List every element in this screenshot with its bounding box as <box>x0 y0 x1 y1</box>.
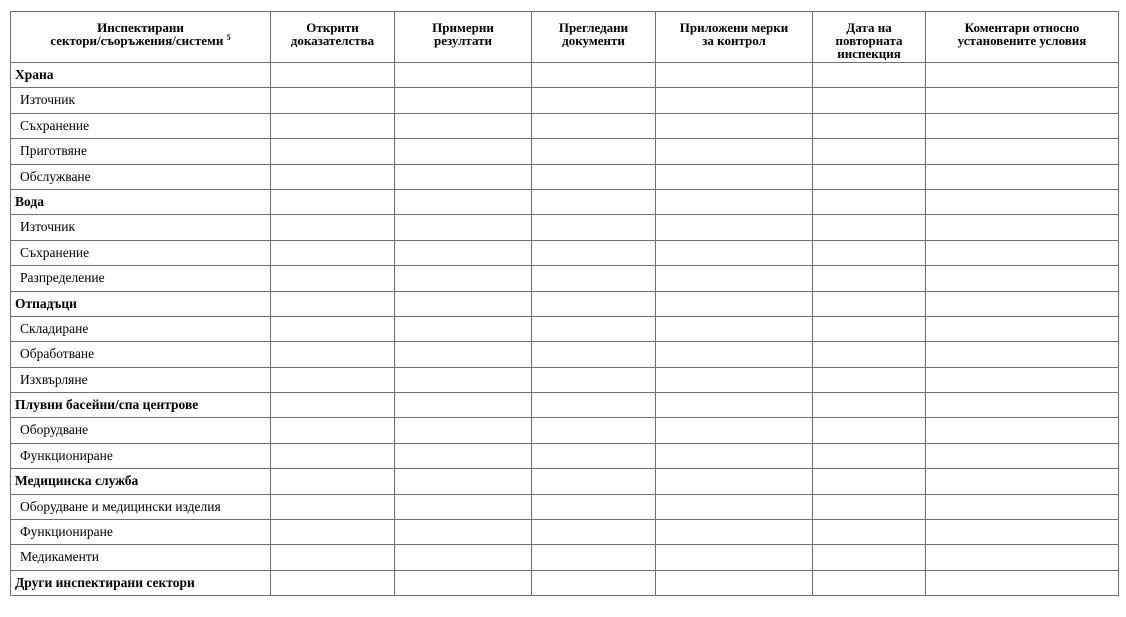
empty-cell[interactable] <box>656 240 813 265</box>
empty-cell[interactable] <box>656 88 813 113</box>
section-row <box>11 570 1119 595</box>
table-row <box>11 316 1119 341</box>
header-documents-reviewed <box>532 12 656 63</box>
empty-cell[interactable] <box>813 570 926 595</box>
row-label: Оборудване и медицински изделия <box>11 494 271 519</box>
empty-cell[interactable] <box>271 316 395 341</box>
section-label: Медицинска служба <box>11 469 271 494</box>
empty-cell[interactable] <box>813 291 926 316</box>
empty-cell[interactable] <box>813 342 926 367</box>
empty-cell[interactable] <box>532 520 656 545</box>
empty-cell[interactable] <box>656 139 813 164</box>
row-label: Разпределение <box>11 266 271 291</box>
empty-cell[interactable] <box>813 418 926 443</box>
table-row <box>11 240 1119 265</box>
table-row <box>11 215 1119 240</box>
inspection-table <box>10 11 1119 596</box>
empty-cell[interactable] <box>395 342 532 367</box>
empty-cell[interactable] <box>656 215 813 240</box>
section-label: Други инспектирани сектори <box>11 570 271 595</box>
row-label: Съхранение <box>11 113 271 138</box>
table-row <box>11 139 1119 164</box>
header-line: резултати <box>433 33 492 48</box>
header-line: Дата на <box>846 20 892 35</box>
empty-cell[interactable] <box>813 443 926 468</box>
table-row <box>11 367 1119 392</box>
header-line: Примерни <box>432 20 494 35</box>
empty-cell[interactable] <box>271 266 395 291</box>
section-label: Вода <box>11 189 271 214</box>
empty-cell[interactable] <box>656 469 813 494</box>
section-label: Храна <box>11 63 271 88</box>
empty-cell[interactable] <box>813 520 926 545</box>
empty-cell[interactable] <box>271 164 395 189</box>
empty-cell[interactable] <box>926 113 1119 138</box>
table-row <box>11 266 1119 291</box>
empty-cell[interactable] <box>271 215 395 240</box>
header-line: установените условия <box>957 33 1087 48</box>
empty-cell[interactable] <box>395 393 532 418</box>
empty-cell[interactable] <box>532 291 656 316</box>
empty-cell[interactable] <box>656 189 813 214</box>
empty-cell[interactable] <box>813 164 926 189</box>
empty-cell[interactable] <box>926 545 1119 570</box>
empty-cell[interactable] <box>926 189 1119 214</box>
empty-cell[interactable] <box>532 367 656 392</box>
empty-cell[interactable] <box>532 393 656 418</box>
empty-cell[interactable] <box>395 113 532 138</box>
empty-cell[interactable] <box>813 189 926 214</box>
empty-cell[interactable] <box>656 545 813 570</box>
empty-cell[interactable] <box>271 520 395 545</box>
header-line: Инспектирани <box>97 20 184 35</box>
empty-cell[interactable] <box>395 215 532 240</box>
empty-cell[interactable] <box>813 215 926 240</box>
empty-cell[interactable] <box>271 443 395 468</box>
empty-cell[interactable] <box>532 215 656 240</box>
header-line: Прегледани <box>558 20 629 35</box>
empty-cell[interactable] <box>532 545 656 570</box>
empty-cell[interactable] <box>926 266 1119 291</box>
empty-cell[interactable] <box>532 63 656 88</box>
table-row <box>11 418 1119 443</box>
table-body <box>11 63 1119 596</box>
empty-cell[interactable] <box>532 570 656 595</box>
empty-cell[interactable] <box>926 367 1119 392</box>
empty-cell[interactable] <box>926 418 1119 443</box>
empty-cell[interactable] <box>926 520 1119 545</box>
row-label: Обслужване <box>11 164 271 189</box>
empty-cell[interactable] <box>926 215 1119 240</box>
empty-cell[interactable] <box>271 469 395 494</box>
empty-cell[interactable] <box>813 469 926 494</box>
empty-cell[interactable] <box>271 139 395 164</box>
empty-cell[interactable] <box>926 494 1119 519</box>
empty-cell[interactable] <box>532 113 656 138</box>
empty-cell[interactable] <box>926 342 1119 367</box>
empty-cell[interactable] <box>532 418 656 443</box>
empty-cell[interactable] <box>395 240 532 265</box>
empty-cell[interactable] <box>271 367 395 392</box>
empty-cell[interactable] <box>813 240 926 265</box>
empty-cell[interactable] <box>395 316 532 341</box>
empty-cell[interactable] <box>656 443 813 468</box>
row-label: Изхвърляне <box>11 367 271 392</box>
row-label: Функциониране <box>11 443 271 468</box>
empty-cell[interactable] <box>532 240 656 265</box>
table-row <box>11 545 1119 570</box>
row-label: Съхранение <box>11 240 271 265</box>
empty-cell[interactable] <box>926 164 1119 189</box>
empty-cell[interactable] <box>395 189 532 214</box>
empty-cell[interactable] <box>813 367 926 392</box>
section-row <box>11 469 1119 494</box>
empty-cell[interactable] <box>395 139 532 164</box>
empty-cell[interactable] <box>271 418 395 443</box>
empty-cell[interactable] <box>926 443 1119 468</box>
row-label: Оборудване <box>11 418 271 443</box>
empty-cell[interactable] <box>656 164 813 189</box>
empty-cell[interactable] <box>656 570 813 595</box>
empty-cell[interactable] <box>271 291 395 316</box>
empty-cell[interactable] <box>395 494 532 519</box>
empty-cell[interactable] <box>271 342 395 367</box>
empty-cell[interactable] <box>532 316 656 341</box>
empty-cell[interactable] <box>395 88 532 113</box>
empty-cell[interactable] <box>532 443 656 468</box>
empty-cell[interactable] <box>926 240 1119 265</box>
section-label: Отпадъци <box>11 291 271 316</box>
empty-cell[interactable] <box>813 63 926 88</box>
empty-cell[interactable] <box>656 63 813 88</box>
empty-cell[interactable] <box>813 393 926 418</box>
empty-cell[interactable] <box>656 520 813 545</box>
empty-cell[interactable] <box>271 113 395 138</box>
header-control-measures <box>656 12 813 63</box>
row-label: Обработване <box>11 342 271 367</box>
empty-cell[interactable] <box>532 189 656 214</box>
header-comments <box>926 12 1119 63</box>
empty-cell[interactable] <box>926 88 1119 113</box>
empty-cell[interactable] <box>395 266 532 291</box>
empty-cell[interactable] <box>271 189 395 214</box>
empty-cell[interactable] <box>532 88 656 113</box>
empty-cell[interactable] <box>271 240 395 265</box>
empty-cell[interactable] <box>395 418 532 443</box>
header-line: за контрол <box>702 33 766 48</box>
empty-cell[interactable] <box>656 113 813 138</box>
empty-cell[interactable] <box>926 291 1119 316</box>
table-row <box>11 443 1119 468</box>
empty-cell[interactable] <box>395 291 532 316</box>
section-row <box>11 393 1119 418</box>
empty-cell[interactable] <box>532 469 656 494</box>
row-label: Складиране <box>11 316 271 341</box>
section-row <box>11 63 1119 88</box>
empty-cell[interactable] <box>271 63 395 88</box>
empty-cell[interactable] <box>395 367 532 392</box>
empty-cell[interactable] <box>926 316 1119 341</box>
header-line: доказателства <box>290 33 375 48</box>
section-row <box>11 291 1119 316</box>
empty-cell[interactable] <box>656 291 813 316</box>
table-row <box>11 520 1119 545</box>
empty-cell[interactable] <box>271 494 395 519</box>
empty-cell[interactable] <box>926 63 1119 88</box>
row-label: Източник <box>11 215 271 240</box>
empty-cell[interactable] <box>395 469 532 494</box>
row-label: Приготвяне <box>11 139 271 164</box>
empty-cell[interactable] <box>395 164 532 189</box>
empty-cell[interactable] <box>395 63 532 88</box>
empty-cell[interactable] <box>395 443 532 468</box>
empty-cell[interactable] <box>926 570 1119 595</box>
empty-cell[interactable] <box>813 88 926 113</box>
header-sample-results <box>395 12 532 63</box>
empty-cell[interactable] <box>813 316 926 341</box>
header-inspected-sectors <box>11 12 271 63</box>
empty-cell[interactable] <box>813 113 926 138</box>
table-row <box>11 342 1119 367</box>
header-line: Приложени мерки <box>679 20 789 35</box>
empty-cell[interactable] <box>532 342 656 367</box>
row-label: Функциониране <box>11 520 271 545</box>
empty-cell[interactable] <box>271 570 395 595</box>
empty-cell[interactable] <box>926 139 1119 164</box>
empty-cell[interactable] <box>656 367 813 392</box>
empty-cell[interactable] <box>395 520 532 545</box>
section-label: Плувни басейни/спа центрове <box>11 393 271 418</box>
empty-cell[interactable] <box>926 393 1119 418</box>
empty-cell[interactable] <box>656 393 813 418</box>
empty-cell[interactable] <box>532 494 656 519</box>
empty-cell[interactable] <box>271 88 395 113</box>
header-evidence-found <box>271 12 395 63</box>
header-reinspection-date <box>813 12 926 63</box>
empty-cell[interactable] <box>813 494 926 519</box>
empty-cell[interactable] <box>656 342 813 367</box>
empty-cell[interactable] <box>271 545 395 570</box>
empty-cell[interactable] <box>656 494 813 519</box>
empty-cell[interactable] <box>813 266 926 291</box>
header-line: сектори/съоръжения/системи <box>50 33 224 48</box>
section-row <box>11 189 1119 214</box>
empty-cell[interactable] <box>395 570 532 595</box>
header-line: повторната <box>835 33 903 48</box>
header-line: инспекция <box>837 46 901 61</box>
empty-cell[interactable] <box>532 139 656 164</box>
empty-cell[interactable] <box>656 266 813 291</box>
empty-cell[interactable] <box>395 545 532 570</box>
empty-cell[interactable] <box>656 316 813 341</box>
empty-cell[interactable] <box>813 139 926 164</box>
footnote-marker: 5 <box>226 33 231 42</box>
header-line: Коментари относно <box>964 20 1080 35</box>
empty-cell[interactable] <box>926 469 1119 494</box>
table-header-row <box>11 12 1119 63</box>
empty-cell[interactable] <box>532 266 656 291</box>
table-row <box>11 164 1119 189</box>
empty-cell[interactable] <box>532 164 656 189</box>
table-row <box>11 88 1119 113</box>
header-line: документи <box>562 33 625 48</box>
header-line-wrap <box>11 34 270 47</box>
header-line: Открити <box>306 20 359 35</box>
row-label: Източник <box>11 88 271 113</box>
row-label: Медикаменти <box>11 545 271 570</box>
table-row <box>11 494 1119 519</box>
empty-cell[interactable] <box>271 393 395 418</box>
empty-cell[interactable] <box>813 545 926 570</box>
table-row <box>11 113 1119 138</box>
empty-cell[interactable] <box>656 418 813 443</box>
